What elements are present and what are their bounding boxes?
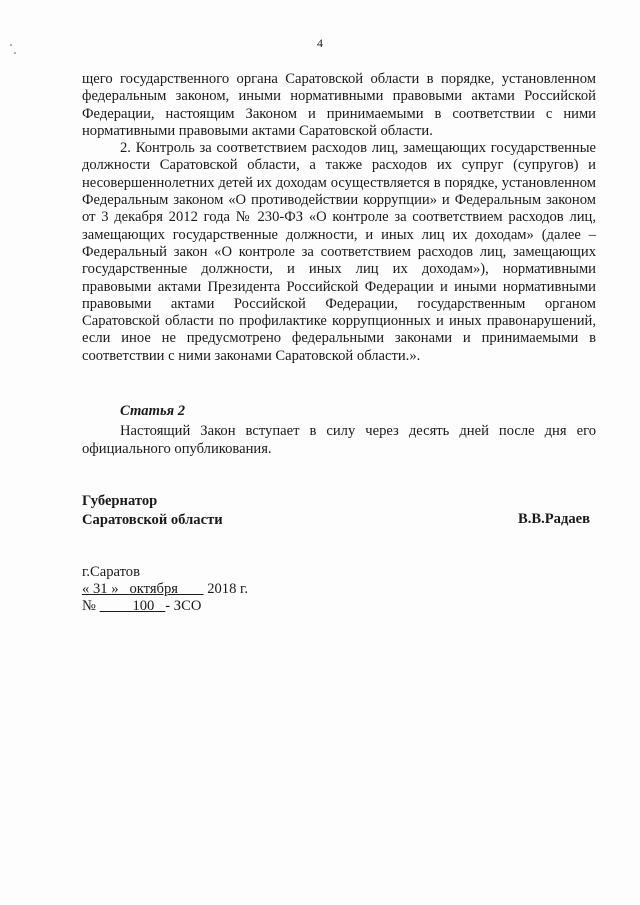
signature-position-line1: Губернатор (82, 493, 158, 509)
scan-speck (10, 44, 12, 46)
date-close-quote: » (111, 581, 119, 597)
date-line (82, 581, 248, 598)
continuation-paragraph: щего государственного органа Саратовской области в порядке, установленном федеральным законом, иными нормативными правовыми актами Российской Федерации, настоящим Законом и принимаемыми в соответствии с ними нормативными правовыми актами Саратовской области. (82, 71, 596, 139)
article-text: Настоящий Закон вступает в силу через десять дней после дня его официального опубликования. (82, 423, 596, 457)
date-day: 31 (92, 581, 108, 597)
paragraph-2: 2. Контроль за соответствием расходов лиц, замещающих государственные должности Саратовской области, а также расходов их супруг (супругов) и несовершеннолетних детей их доходам осуществляется в порядке, установленном Федеральным законом «О противодействии коррупции» и Федеральным законом от 3 декабря 2012 года № 230-ФЗ «О контроле за соответствием расходов лиц, замещающих государственные должности, и иных лиц их доходам» (далее – Федеральный закон «О контроле за соответствием расходов лиц, замещающих государственные должности, и иных лиц их доходам»), нормативными правовыми актами Президента Российской Федерации и иными нормативными правовыми актами Российской Федерации, государственным органом Саратовской области по профилактике коррупционных и иных правонарушений, если иное не предусмотрено федеральными законами и принимаемыми в соответствии с ними законами Саратовской области.». (82, 140, 596, 364)
city: г.Саратов (82, 564, 140, 580)
article-title: Статья 2 (120, 403, 186, 419)
date-open-quote: « (82, 581, 90, 597)
number-prefix: № (82, 598, 96, 614)
place-and-date (82, 564, 248, 615)
date-year: 2018 г. (207, 581, 249, 597)
signature-name: В.В.Радаев (517, 511, 590, 527)
page-number: 4 (317, 36, 323, 50)
document-number: 100 (132, 598, 155, 614)
number-suffix: - ЗСО (165, 598, 202, 614)
signature-position-line2: Саратовской области (82, 512, 223, 528)
number-line (82, 598, 248, 615)
scan-speck (14, 52, 16, 54)
date-month: октября (129, 581, 178, 597)
main-text (82, 71, 596, 365)
signature-position (82, 492, 223, 530)
